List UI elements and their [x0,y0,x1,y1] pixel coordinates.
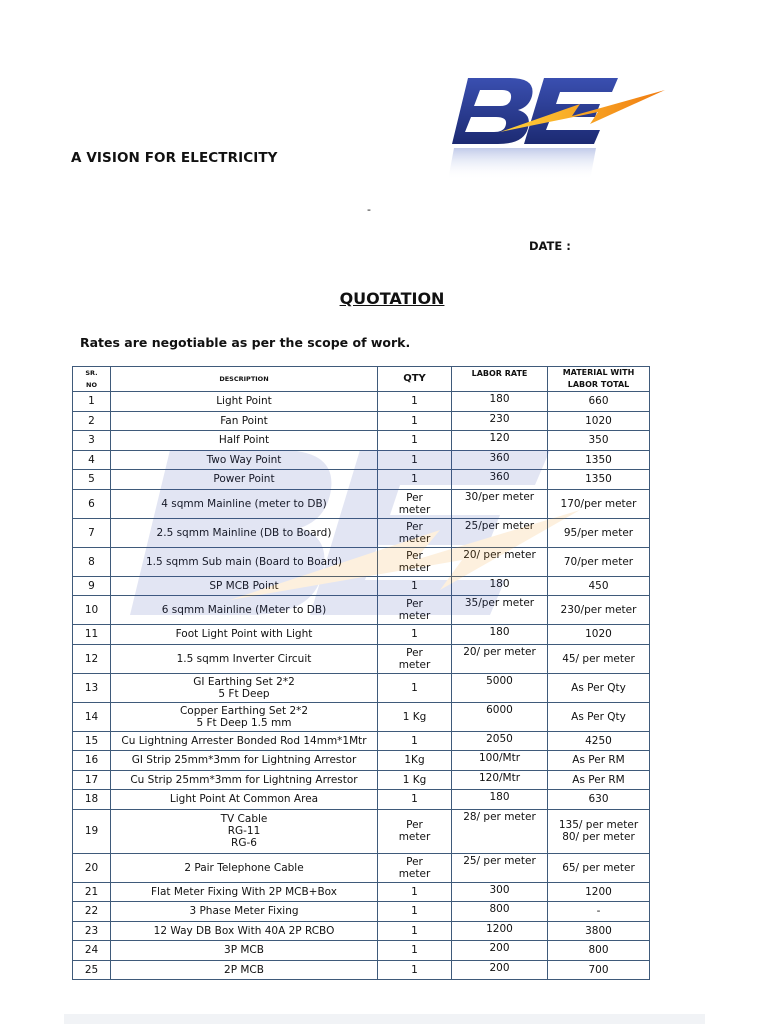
cell-labor-rate: 180 [452,576,548,596]
header-dash: - [367,203,371,216]
cell-qty: 1 [378,673,452,702]
cell-description: Foot Light Point with Light [111,625,378,645]
cell-labor-rate: 200 [452,941,548,961]
cell-description: GI Strip 25mm*3mm for Lightning Arrestor [111,751,378,771]
page-title: QUOTATION [339,289,445,308]
cell-material-total: 1350 [548,470,650,490]
cell-qty: 1 [378,450,452,470]
cell-sr: 14 [73,702,111,731]
cell-sr: 25 [73,960,111,980]
date-label: DATE : [529,239,571,253]
cell-sr: 4 [73,450,111,470]
cell-description: 2.5 sqmm Mainline (DB to Board) [111,518,378,547]
cell-labor-rate: 180 [452,790,548,810]
cell-material-total: 170/per meter [548,489,650,518]
cell-material-total: 4250 [548,731,650,751]
table-row [73,790,650,810]
col-header-description: DESCRIPTION [111,367,378,392]
cell-material-total: 135/ per meter 80/ per meter [548,809,650,853]
cell-description: 1.5 sqmm Inverter Circuit [111,644,378,673]
cell-qty: Per meter [378,489,452,518]
company-tagline: A VISION FOR ELECTRICITY [71,150,278,166]
table-row [73,673,650,702]
cell-labor-rate: 20/ per meter [452,547,548,576]
cell-description: 12 Way DB Box With 40A 2P RCBO [111,921,378,941]
cell-sr: 8 [73,547,111,576]
cell-labor-rate: 180 [452,392,548,412]
col-header-labor-rate: LABOR RATE [452,367,548,392]
cell-material-total: 1350 [548,450,650,470]
table-row [73,882,650,902]
page-bottom-bar [64,1014,705,1024]
cell-labor-rate: 6000 [452,702,548,731]
cell-material-total: 95/per meter [548,518,650,547]
cell-description: Cu Strip 25mm*3mm for Lightning Arrestor [111,770,378,790]
cell-material-total: 450 [548,576,650,596]
table-row [73,853,650,882]
cell-sr: 23 [73,921,111,941]
cell-sr: 20 [73,853,111,882]
cell-description: Light Point At Common Area [111,790,378,810]
table-row [73,470,650,490]
cell-material-total: 1020 [548,411,650,431]
cell-description: 4 sqmm Mainline (meter to DB) [111,489,378,518]
cell-material-total: As Per RM [548,751,650,771]
col-header-sr: SR. NO [73,367,111,392]
cell-labor-rate: 230 [452,411,548,431]
cell-description: Copper Earthing Set 2*2 5 Ft Deep 1.5 mm [111,702,378,731]
cell-description: Cu Lightning Arrester Bonded Rod 14mm*1Mtr [111,731,378,751]
cell-labor-rate: 5000 [452,673,548,702]
table-row [73,960,650,980]
cell-labor-rate: 1200 [452,921,548,941]
cell-description: TV Cable RG-11 RG-6 [111,809,378,853]
cell-sr: 3 [73,431,111,451]
table-row [73,902,650,922]
cell-labor-rate: 25/per meter [452,518,548,547]
table-row [73,702,650,731]
cell-material-total: 70/per meter [548,547,650,576]
cell-sr: 17 [73,770,111,790]
table-row [73,547,650,576]
table-row [73,392,650,412]
rates-note: Rates are negotiable as per the scope of work. [80,335,411,350]
cell-description: 3P MCB [111,941,378,961]
col-header-material-total: MATERIAL WITH LABOR TOTAL [548,367,650,392]
cell-qty: 1 [378,882,452,902]
cell-description: SP MCB Point [111,576,378,596]
cell-qty: 1 [378,902,452,922]
cell-qty: Per meter [378,596,452,625]
cell-labor-rate: 360 [452,470,548,490]
cell-material-total: 660 [548,392,650,412]
cell-labor-rate: 35/per meter [452,596,548,625]
cell-description: 6 sqmm Mainline (Meter to DB) [111,596,378,625]
cell-labor-rate: 200 [452,960,548,980]
cell-material-total: 230/per meter [548,596,650,625]
cell-qty: 1 [378,731,452,751]
table-row [73,576,650,596]
cell-labor-rate: 25/ per meter [452,853,548,882]
table-row [73,431,650,451]
cell-material-total: 65/ per meter [548,853,650,882]
cell-sr: 11 [73,625,111,645]
cell-description: Fan Point [111,411,378,431]
cell-material-total: - [548,902,650,922]
logo-bolt-icon [440,20,690,185]
cell-sr: 13 [73,673,111,702]
cell-sr: 2 [73,411,111,431]
cell-labor-rate: 120 [452,431,548,451]
cell-description: 2P MCB [111,960,378,980]
cell-sr: 22 [73,902,111,922]
cell-material-total: 700 [548,960,650,980]
cell-qty: 1 [378,470,452,490]
cell-description: 1.5 sqmm Sub main (Board to Board) [111,547,378,576]
cell-qty: 1 [378,941,452,961]
cell-description: Light Point [111,392,378,412]
table-row [73,411,650,431]
cell-material-total: 630 [548,790,650,810]
cell-sr: 10 [73,596,111,625]
cell-material-total: As Per Qty [548,702,650,731]
table-row [73,518,650,547]
cell-description: Half Point [111,431,378,451]
cell-sr: 19 [73,809,111,853]
table-header-row [73,367,650,392]
cell-labor-rate: 800 [452,902,548,922]
cell-sr: 21 [73,882,111,902]
cell-labor-rate: 180 [452,625,548,645]
cell-description: Power Point [111,470,378,490]
cell-description: 3 Phase Meter Fixing [111,902,378,922]
table-row [73,770,650,790]
table-row [73,596,650,625]
table-row [73,941,650,961]
cell-qty: 1 [378,411,452,431]
table-body [73,392,650,980]
cell-sr: 5 [73,470,111,490]
cell-qty: Per meter [378,547,452,576]
cell-sr: 24 [73,941,111,961]
cell-material-total: 800 [548,941,650,961]
cell-qty: 1 [378,392,452,412]
cell-labor-rate: 20/ per meter [452,644,548,673]
cell-qty: 1 Kg [378,770,452,790]
cell-qty: Per meter [378,809,452,853]
cell-labor-rate: 100/Mtr [452,751,548,771]
cell-qty: 1 [378,790,452,810]
cell-labor-rate: 30/per meter [452,489,548,518]
cell-qty: 1 [378,625,452,645]
table-row [73,731,650,751]
cell-qty: 1Kg [378,751,452,771]
cell-qty: 1 [378,576,452,596]
cell-material-total: 1020 [548,625,650,645]
cell-sr: 9 [73,576,111,596]
cell-sr: 6 [73,489,111,518]
cell-qty: Per meter [378,853,452,882]
cell-qty: Per meter [378,518,452,547]
cell-description: 2 Pair Telephone Cable [111,853,378,882]
cell-material-total: 1200 [548,882,650,902]
cell-material-total: 45/ per meter [548,644,650,673]
table-row [73,751,650,771]
cell-sr: 1 [73,392,111,412]
cell-material-total: As Per RM [548,770,650,790]
table-row [73,921,650,941]
cell-labor-rate: 360 [452,450,548,470]
cell-sr: 15 [73,731,111,751]
col-header-qty: QTY [378,367,452,392]
quotation-table [72,366,650,980]
table-row [73,625,650,645]
cell-description: Two Way Point [111,450,378,470]
table-row [73,489,650,518]
cell-labor-rate: 120/Mtr [452,770,548,790]
cell-qty: 1 [378,431,452,451]
cell-qty: 1 [378,921,452,941]
company-logo [440,20,690,185]
table-row [73,450,650,470]
cell-description: GI Earthing Set 2*2 5 Ft Deep [111,673,378,702]
cell-sr: 12 [73,644,111,673]
cell-description: Flat Meter Fixing With 2P MCB+Box [111,882,378,902]
cell-sr: 16 [73,751,111,771]
cell-qty: 1 Kg [378,702,452,731]
cell-qty: 1 [378,960,452,980]
cell-labor-rate: 300 [452,882,548,902]
table-row [73,809,650,853]
table-row [73,644,650,673]
cell-labor-rate: 2050 [452,731,548,751]
cell-qty: Per meter [378,644,452,673]
cell-material-total: As Per Qty [548,673,650,702]
cell-sr: 18 [73,790,111,810]
cell-labor-rate: 28/ per meter [452,809,548,853]
cell-material-total: 350 [548,431,650,451]
cell-sr: 7 [73,518,111,547]
cell-material-total: 3800 [548,921,650,941]
